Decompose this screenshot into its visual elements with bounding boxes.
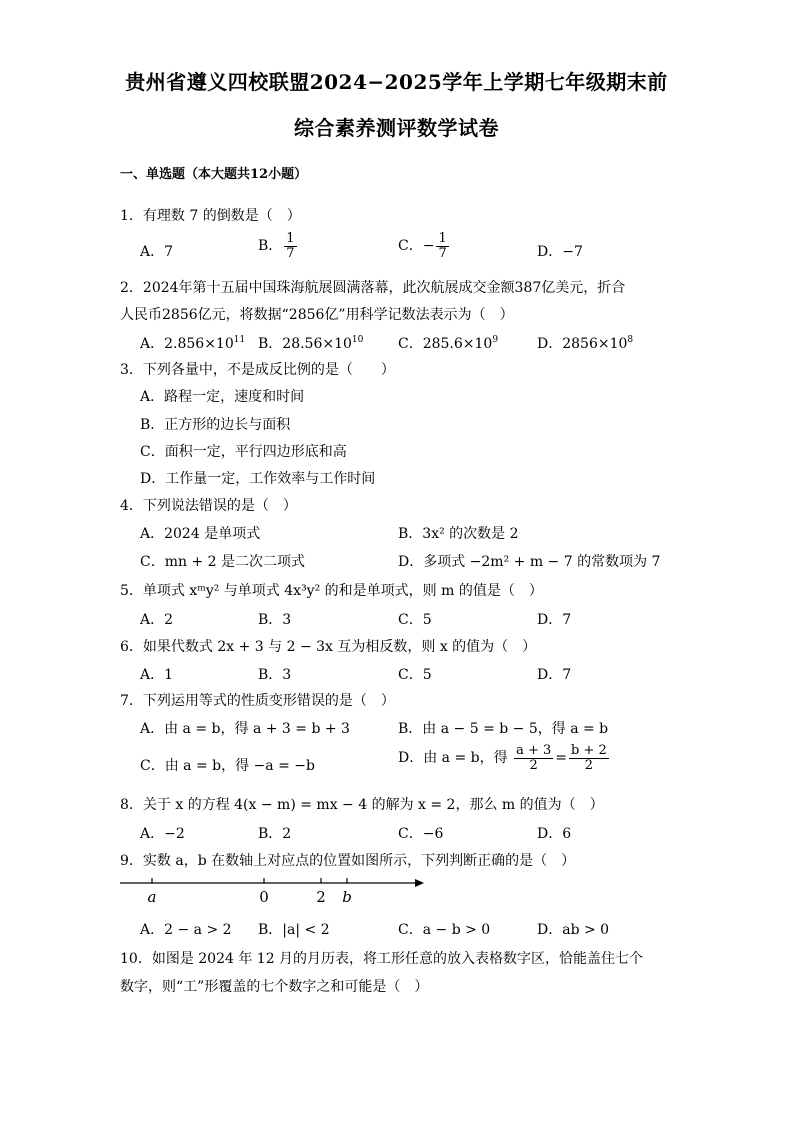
q1-c-num: 1: [438, 231, 447, 246]
q2-c-exp: 9: [492, 335, 499, 345]
question-6-stem: 6．如果代数式 2x + 3 与 2 − 3x 互为相反数，则 x 的值为（ ）: [120, 639, 537, 655]
q2-option-b: [258, 333, 363, 353]
q2-b-exp: 10: [351, 335, 364, 345]
question-8-stem: 8．关于 x 的方程 4(x − m) = mx − 4 的解为 x = 2，那么 m 的值为（ ）: [120, 797, 604, 813]
q4-option-b: B．3x² 的次数是 2: [398, 526, 519, 542]
q7-d-frac-a-den: 2: [529, 757, 538, 773]
question-2-stem-line-1: 2．2024年第十五届中国珠海航展圆满落幕，此次航展成交金额387亿美元，折合: [120, 280, 626, 296]
q5-option-c: C．5: [398, 612, 432, 628]
q5-option-b: B．3: [258, 612, 292, 628]
q9-option-d: D．ab > 0: [537, 922, 610, 938]
question-4-stem: 4．下列说法错误的是（ ）: [120, 498, 297, 514]
question-5-stem: 5．单项式 xᵐy² 与单项式 4x³y² 的和是单项式，则 m 的值是（ ）: [120, 583, 543, 599]
q7-option-d-label: D．由 a = b，得: [398, 750, 513, 767]
question-2-stem-line-2: 人民币2856亿元，将数据“2856亿”用科学记数法表示为（ ）: [120, 307, 514, 323]
axis-label-2: 2: [316, 888, 326, 906]
title-line-1: 贵州省遵义四校联盟2024−2025学年上学期七年级期末前: [125, 70, 668, 94]
q4-option-c: C．mn + 2 是二次二项式: [140, 554, 305, 570]
axis-label-a: a: [147, 888, 157, 906]
q1-option-c: [398, 232, 451, 260]
q3-option-c: C．面积一定，平行四边形底和高: [140, 444, 347, 460]
q3-option-b: B．正方形的边长与面积: [140, 417, 291, 433]
q8-option-d: D．6: [537, 826, 572, 842]
question-7-stem: 7．下列运用等式的性质变形错误的是（ ）: [120, 693, 395, 709]
q1-option-b-label: B．: [258, 238, 283, 255]
q1-option-c-label: C．−: [398, 238, 435, 255]
number-line-arrow-icon: [415, 879, 424, 887]
q1-c-fraction: [436, 232, 448, 260]
q6-option-a: A．1: [140, 667, 174, 683]
q8-option-b: B．2: [258, 826, 292, 842]
q1-b-num: 1: [286, 231, 295, 246]
q4-option-d: D．多项式 −2m² + m − 7 的常数项为 7: [398, 554, 661, 570]
question-9-stem: 9．实数 a，b 在数轴上对应点的位置如图所示，下列判断正确的是（ ）: [120, 853, 576, 869]
q1-option-b: [258, 232, 299, 260]
q2-d-exp: 8: [627, 335, 634, 345]
q7-d-frac-b-num: b + 2: [571, 743, 607, 758]
number-line: [118, 872, 430, 908]
q7-d-frac-a-num: a + 3: [516, 743, 552, 758]
q7-option-b: B．由 a − 5 = b − 5，得 a = b: [398, 721, 609, 737]
title-line-2: 综合素养测评数学试卷: [294, 116, 499, 140]
q6-option-b: B．3: [258, 667, 292, 683]
q9-option-b: B．|a| < 2: [258, 922, 330, 938]
q2-b-base: B．28.56×10: [258, 336, 352, 352]
question-3-stem: 3．下列各量中，不是成反比例的是（ ）: [120, 362, 395, 378]
q1-option-a: A．7: [140, 244, 174, 260]
axis-label-b: b: [342, 888, 352, 906]
question-10-stem-line-2: 数字，则“工”形覆盖的七个数字之和可能是（ ）: [120, 979, 429, 995]
q7-option-a: A．由 a = b，得 a + 3 = b + 3: [140, 721, 350, 737]
q7-d-fraction-b: [569, 744, 609, 772]
section-heading: 一、单选题（本大题共12小题）: [120, 167, 308, 182]
q7-d-frac-b-den: 2: [584, 757, 594, 773]
q2-option-d: [537, 333, 633, 353]
q7-option-d: D．由 a = b，得 $\frac{a + 3}{2}$ = $\frac{b + 2}{2}$: [398, 743, 607, 773]
q4-option-a: A．2024 是单项式: [140, 526, 261, 542]
q7-d-fraction-a: [514, 744, 553, 772]
q2-option-a: [140, 333, 245, 353]
q1-b-fraction: [284, 232, 296, 260]
q2-d-base: D．2856×10: [537, 336, 628, 352]
q5-option-d: D．7: [537, 612, 572, 628]
axis-label-0: 0: [259, 888, 269, 906]
q9-option-c: C．a − b > 0: [398, 922, 491, 938]
q8-option-c: C．−6: [398, 826, 444, 842]
q7-option-c: C．由 a = b，得 −a = −b: [140, 758, 315, 774]
q1-c-den: 7: [438, 245, 447, 261]
q8-option-a: A．−2: [140, 826, 185, 842]
q9-option-a: A．2 − a > 2: [140, 922, 232, 938]
q2-c-base: C．285.6×10: [398, 336, 493, 352]
question-10-stem-line-1: 10．如图是 2024 年 12 月的月历表，将工形任意的放入表格数字区，恰能盖住七个: [120, 951, 644, 967]
q1-option-d: D．−7: [537, 244, 583, 260]
q3-option-d: D．工作量一定，工作效率与工作时间: [140, 471, 376, 487]
q2-option-c: [398, 333, 498, 353]
q2-a-exp: 11: [233, 335, 246, 345]
q6-option-c: C．5: [398, 667, 432, 683]
question-1-stem: 1．有理数 7 的倒数是（ ）: [120, 208, 301, 224]
q3-option-a: A．路程一定，速度和时间: [140, 389, 305, 405]
q2-a-base: A．2.856×10: [140, 336, 234, 352]
q6-option-d: D．7: [537, 667, 572, 683]
q5-option-a: A．2: [140, 612, 174, 628]
q1-b-den: 7: [286, 245, 295, 261]
